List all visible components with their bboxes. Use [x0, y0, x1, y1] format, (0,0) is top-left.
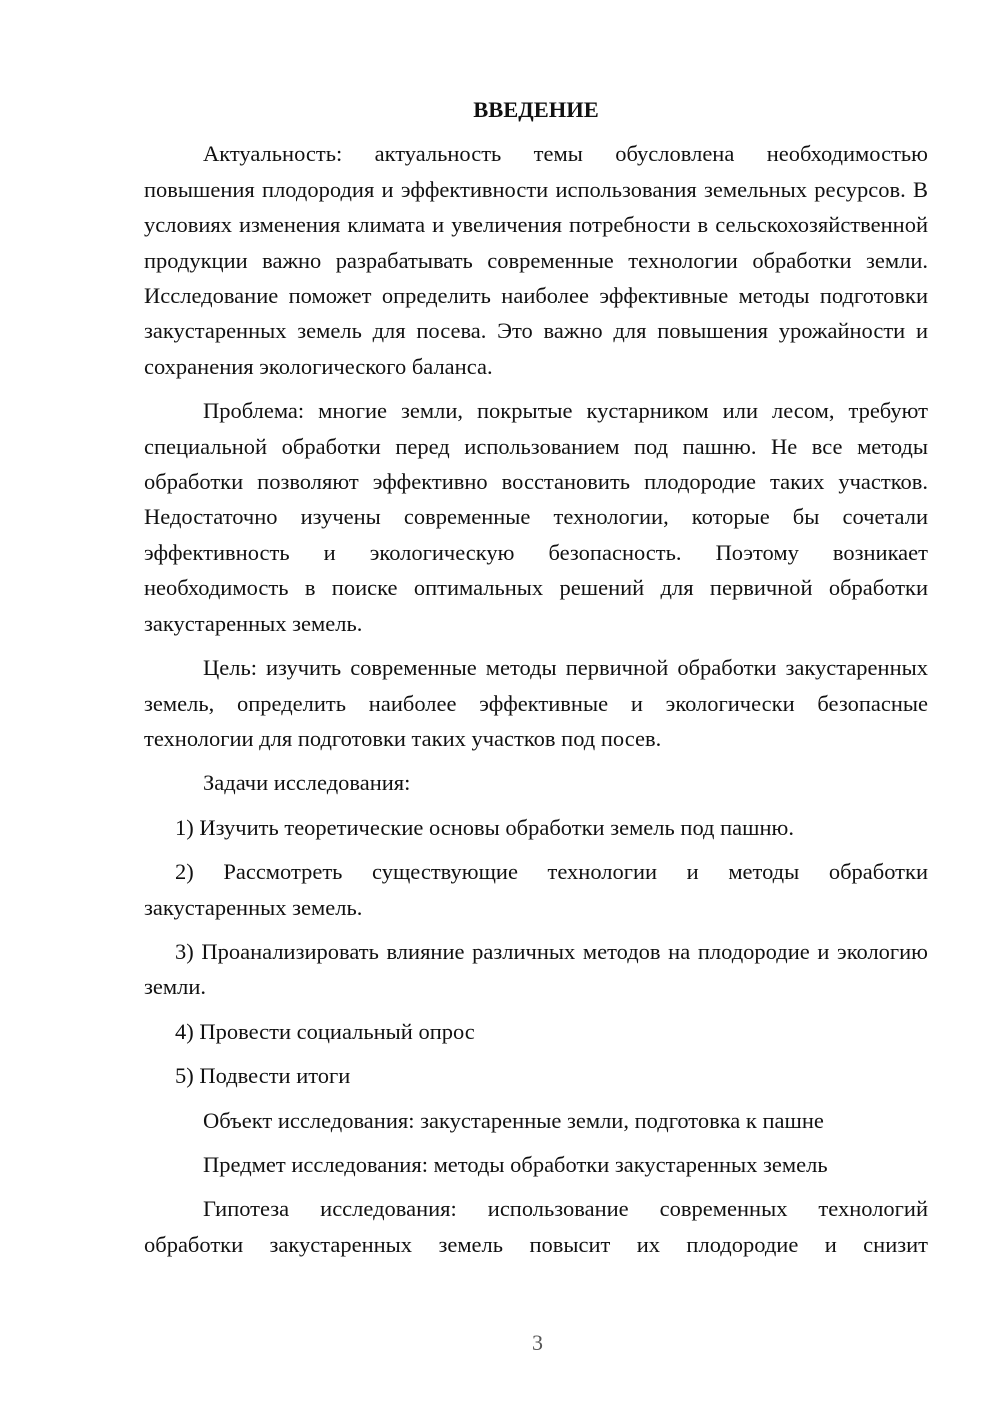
paragraph-subject: Предмет исследования: методы обработки закустаренных земель: [203, 1151, 828, 1177]
task-item-4: 4) Провести социальный опрос: [175, 1018, 475, 1044]
paragraph-relevance: Актуальность: актуальность темы обусловлена необходимостью повышения плодородия и эффективности использования земельных ресурсов. В условиях изменения климата и увеличения потребности в сельскохозяйственной продукции важно разрабатывать современные технологии обработки земли. Исследование поможет определить наиболее эффективные методы подготовки закустаренных земель для посева. Это важно для повышения урожайности и сохранения экологического баланса.: [144, 141, 928, 379]
document-body: [144, 92, 928, 1271]
paragraph-problem: Проблема: многие земли, покрытые кустарником или лесом, требуют специальной обработки перед использованием под пашню. Не все методы обработки позволяют эффективно восстановить плодородие таких участков. Недостаточно изучены современные технологии, которые бы сочетали эффективность и экологическую безопасность. Поэтому возникает необходимость в поиске оптимальных решений для первичной обработки закустаренных земель.: [144, 398, 928, 636]
page-number: 3: [532, 1330, 543, 1355]
task-item-2: 2) Рассмотреть существующие технологии и методы обработки закустаренных земель.: [144, 859, 928, 920]
task-item-5: 5) Подвести итоги: [175, 1063, 351, 1089]
task-item-3: 3) Проанализировать влияние различных методов на плодородие и экологию земли.: [144, 938, 928, 1000]
paragraph-object: Объект исследования: закустаренные земли, подготовка к пашне: [203, 1107, 824, 1133]
paragraph-goal: Цель: изучить современные методы первичной обработки закустаренных земель, определить наиболее эффективные и экологически безопасные технологии для подготовки таких участков под посев.: [144, 655, 928, 751]
page-title: ВВЕДЕНИЕ: [473, 97, 599, 122]
tasks-heading: Задачи исследования:: [203, 770, 411, 796]
paragraph-hypothesis: Гипотеза исследования: использование современных технологий обработки закустаренных земель повысит их плодородие и снизит: [144, 1196, 928, 1257]
task-item-1: 1) Изучить теоретические основы обработки земель под пашню.: [175, 814, 794, 840]
